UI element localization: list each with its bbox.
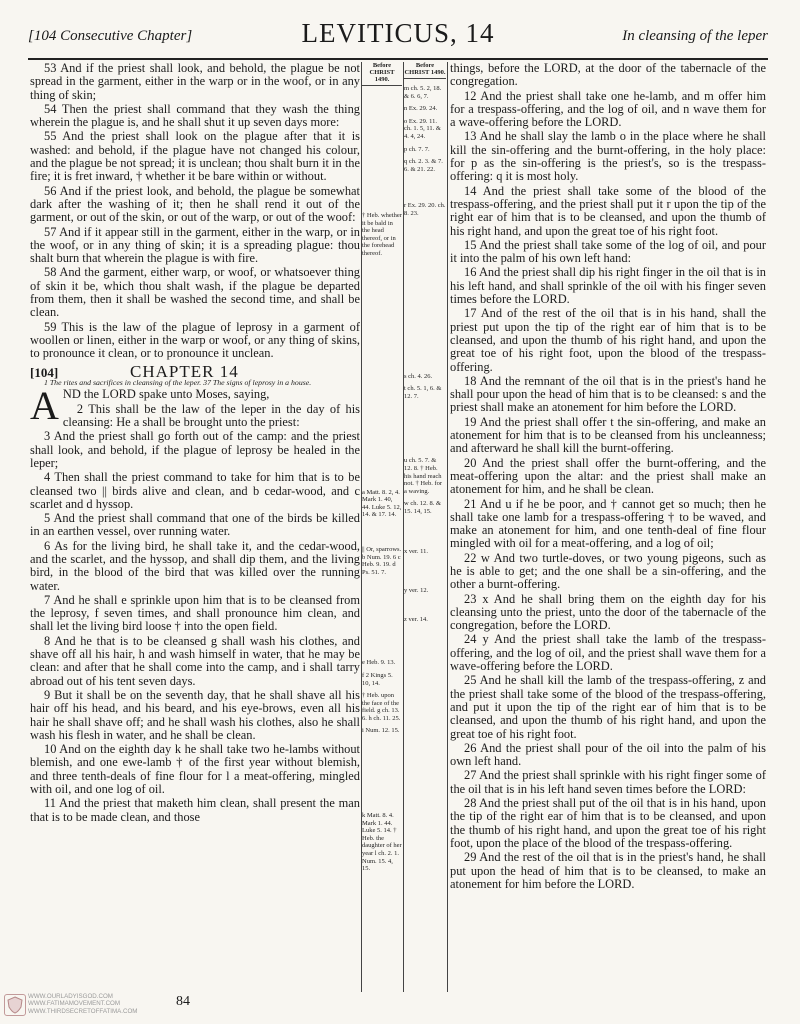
book-chapter-title: LEVITICUS, 14 xyxy=(301,18,495,48)
verse: 4 Then shall the priest command to take for him that is to be cleansed two || birds alive and clean, and b cedar-wood, and c scarlet and d hyssop. xyxy=(30,470,360,511)
margin-references-left xyxy=(362,62,402,992)
margin-note: u ch. 5. 7. & 12. 8. † Heb. his hand reach not. † Heb. for a waving. xyxy=(404,457,443,495)
verse: 29 And the rest of the oil that is in the priest's hand, he shall put upon the head of him that is to be cleansed, to make an atonement for him before the LORD. xyxy=(450,850,766,891)
drop-cap: A xyxy=(30,383,59,429)
margin-note: o Ex. 29. 11. ch. 1. 5, 11. & 4. 4, 24. xyxy=(404,117,441,140)
margin-note: a Matt. 8. 2, 4. Mark 1. 40, 44. Luke 5. 12, 14. & 17. 14. xyxy=(362,488,402,519)
margin-note: z ver. 14. xyxy=(404,615,428,623)
verse: 15 And the priest shall take some of the log of oil, and pour it into the palm of his own left hand: xyxy=(450,237,766,266)
chapter-heading xyxy=(30,361,360,381)
verse: 13 And he shall slay the lamb o in the place where he shall kill the sin-offering and the burnt-offering, in the holy place: for p as the sin-offering is the priest's, so is the trespass-offering: q it is most holy. xyxy=(450,129,766,184)
site-logo-icon xyxy=(4,994,26,1016)
verse: 2 This shall be the law of the leper in the day of his cleansing: He a shall be brought unto the priest: xyxy=(62,401,360,430)
verse-continuation: things, before the LORD, at the door of the tabernacle of the congregation. xyxy=(450,62,766,89)
verse: 22 w And two turtle-doves, or two young pigeons, such as he is able to get; and the one shall be a sin-offering, and the other a burnt-offering. xyxy=(450,550,766,592)
margin-note: † Heb. upon the face of the field. g ch. 13. 6. h ch. 11. 25. xyxy=(362,692,401,722)
verse: 27 And the priest shall sprinkle with his right finger some of the oil that is in his left hand seven times before the LORD: xyxy=(450,768,766,796)
margin-note: w ch. 12. 8. & 15. 14, 15. xyxy=(404,500,442,515)
verse: 55 And the priest shall look on the plague after that it is washed: and behold, if the plague have not changed his colour, and the plague be not spread; it is unclean; thou shalt burn it in the fire; it is fret inward, † whether it be bare within or without. xyxy=(30,129,360,184)
margin-note: x ver. 11. xyxy=(404,548,428,556)
url-link[interactable]: WWW.OURLADYISGOD.COM xyxy=(28,993,113,1000)
verse: 14 And the priest shall take some of the blood of the trespass-offering, and the priest shall put it r upon the tip of the right ear of him that is to be cleansed, and upon the thumb of his right hand, and upon the great toe of his right foot. xyxy=(450,183,766,238)
page-header xyxy=(28,18,768,60)
verse: 54 Then the priest shall command that they wash the thing wherein the plague is, and he shall shut it up seven days more: xyxy=(30,101,360,130)
website-urls xyxy=(28,993,137,1015)
verse: 12 And the priest shall take one he-lamb, and m offer him for a trespass-offering, and the log of oil, and n wave them for a wave-offering before the LORD. xyxy=(450,88,766,130)
running-subject: In cleansing of the leper xyxy=(622,28,768,44)
shield-icon xyxy=(5,995,25,1015)
right-text-column xyxy=(450,62,766,990)
verse: 19 And the priest shall offer t the sin-offering, and make an atonement for him that is to be cleansed from his uncleanness; and afterward he shall kill the burnt-offering. xyxy=(450,414,766,456)
verse: 56 And if the priest look, and behold, the plague be somewhat dark after the washing of it; then he shall rend it out of the garment, or out of the skin, or out of the warp, or out of the woof: xyxy=(30,183,360,225)
verse: 21 And u if he be poor, and † cannot get so much; then he shall take one lamb for a trespass-offering † to be waved, and make an atonement for him, and one tenth-deal of fine flour mingled with oil for a meat-offering, and a log of oil; xyxy=(450,496,766,551)
verse-1-text: ND the LORD spake unto Moses, saying, xyxy=(62,387,270,402)
margin-note: f 2 Kings 5. 10, 14. xyxy=(362,671,393,687)
verse: 18 And the remnant of the oil that is in the priest's hand he shall pour upon the head of him that is to be cleansed: s and the priest shall make an atonement for him before the LORD. xyxy=(450,373,766,415)
verse: 57 And if it appear still in the garment, either in the warp, or in the woof, or in any thing of skin; it is a spreading plague: thou shalt burn that wherein the plague is with fire. xyxy=(30,224,360,266)
chapter-consecutive-number: [104] xyxy=(30,364,59,380)
verse: 3 And the priest shall go forth out of the camp: and the priest shall look, and behold, if the plague of leprosy be healed in the leper; xyxy=(30,429,360,470)
left-text-column xyxy=(30,62,360,990)
verse: 20 And the priest shall offer the burnt-offering, and the meat-offering upon the altar: and the priest shall make an atonement for him, and he shall be clean. xyxy=(450,455,766,497)
margin-note: e Heb. 9. 13. xyxy=(362,659,396,667)
verse: 26 And the priest shall pour of the oil into the palm of his own left hand. xyxy=(450,740,766,769)
verse: 7 And he shall e sprinkle upon him that is to be cleansed from the leprosy, f seven times, and shall pronounce him clean, and shall let the living bird loose † into the open field. xyxy=(30,592,360,634)
column-rule xyxy=(447,62,448,992)
verse: 9 But it shall be on the seventh day, that he shall shave all his hair off his head, and his beard, and his eye-brows, even all his hair he shall shave off; and he shall wash his clothes, also he shall wash his flesh in water, and he shall be clean. xyxy=(30,687,360,742)
before-christ-date: Before CHRIST 1490. xyxy=(362,62,402,86)
chapter-title: CHAPTER 14 xyxy=(130,361,239,381)
verse: 28 And the priest shall put of the oil that is in his hand, upon the tip of the right ear of him that is to be cleansed, and upon the thumb of his right hand, and upon the great toe of his right foot, upon the place of the blood of the trespass-offering. xyxy=(450,796,766,850)
margin-note: p ch. 7. 7. xyxy=(404,145,430,153)
margin-note: s ch. 4. 26. xyxy=(404,372,433,380)
verse: 24 y And the priest shall take the lamb of the trespass-offering, and the log of oil, and the priest shall wave them for a wave-offering before the LORD. xyxy=(450,632,766,674)
margin-note: y ver. 12. xyxy=(404,587,429,595)
verse: 10 And on the eighth day k he shall take two he-lambs without blemish, and one ewe-lamb † of the first year without blemish, and three tenth-deals of fine flour for l a meat-offering, mingled with oil, and one log of oil. xyxy=(30,742,360,797)
verse: 23 x And he shall bring them on the eighth day for his cleansing unto the priest, unto the door of the tabernacle of the congregation, before the LORD. xyxy=(450,591,766,633)
verse: 5 And the priest shall command that one of the birds be killed in an earthen vessel, over running water. xyxy=(30,511,360,539)
verse: 53 And if the priest shall look, and behold, the plague be not spread in the garment, either in the warp or in the woof, or in any thing of skin; xyxy=(30,62,360,102)
verse: 8 And he that is to be cleansed g shall wash his clothes, and shave off all his hair, h and wash himself in water, that he may be clean: and after that he shall come into the camp, and i shall tarry abroad out of his tent seven days. xyxy=(30,633,360,688)
margin-note: t ch. 5. 1, 6. & 12. 7. xyxy=(404,385,442,400)
page-footer xyxy=(0,992,800,1024)
consecutive-chapter-label: [104 Consecutive Chapter] xyxy=(28,28,193,44)
verse: 59 This is the law of the plague of leprosy in a garment of woollen or linen, either in the warp or woof, or any thing of skins, to pronounce it clean, or to pronounce it unclean. xyxy=(30,319,360,361)
url-link[interactable]: WWW.THIRDSECRETOFFATIMA.COM xyxy=(28,1007,138,1015)
margin-note: r Ex. 29. 20. ch. 8. 23. xyxy=(404,202,446,217)
before-christ-date: Before CHRIST 1490. xyxy=(404,62,446,79)
margin-note: i Num. 12. 15. xyxy=(362,727,400,735)
verse: 17 And of the rest of the oil that is in his hand, shall the priest put upon the tip of the right ear of him that is to be cleansed, and upon the thumb of his right hand, and upon the great toe of his right foot, upon the blood of the trespass-offering. xyxy=(450,306,766,374)
verse: 11 And the priest that maketh him clean, shall present the man that is to be made clean, and those xyxy=(30,796,360,824)
margin-note: † Heb. whether it be bald in the head thereof, or in the forehead thereof. xyxy=(362,212,402,257)
margin-note: k Matt. 8. 4. Mark 1. 44. Luke 5. 14. † Heb. the daughter of her year l ch. 2. 1. Num. 15. 4, 15. xyxy=(362,812,402,873)
verse: 25 And he shall kill the lamb of the trespass-offering, z and the priest shall take some of the blood of the trespass-offering, and put it upon the tip of the right ear of him that is to be cleansed, and upon the thumb of his right hand, and upon the great toe of his right foot. xyxy=(450,673,766,741)
page-number: 84 xyxy=(176,994,190,1009)
verse: 6 As for the living bird, he shall take it, and the cedar-wood, and the scarlet, and the hyssop, and shall dip them, and the living bird, in the blood of the bird that was killed over the running water. xyxy=(30,538,360,593)
url-link[interactable]: WWW.FATIMAMOVEMENT.COM xyxy=(28,1000,120,1008)
margin-note: n Ex. 29. 24. xyxy=(404,105,438,113)
chapter-summary: 1 The rites and sacrifices in cleansing of the leper. 37 The signs of leprosy in a house. xyxy=(44,377,312,387)
verse: 58 And the garment, either warp, or woof, or whatsoever thing of skin it be, which thou shalt wash, if the plague be departed from them, then it shall be washed the second time, and shall be clean. xyxy=(30,265,360,320)
verse: 16 And the priest shall dip his right finger in the oil that is in his left hand, and shall sprinkle of the oil with his finger seven times before the LORD. xyxy=(450,265,766,307)
margin-note: || Or, sparrows. b Num. 19. 6 c Heb. 9. 19. d Ps. 51. 7. xyxy=(362,545,402,576)
margin-references-right xyxy=(404,62,446,992)
margin-note: m ch. 5. 2, 18. & 6. 6, 7. xyxy=(404,85,442,100)
margin-note: q ch. 2. 3. & 7. 6. & 21. 22. xyxy=(404,158,443,173)
